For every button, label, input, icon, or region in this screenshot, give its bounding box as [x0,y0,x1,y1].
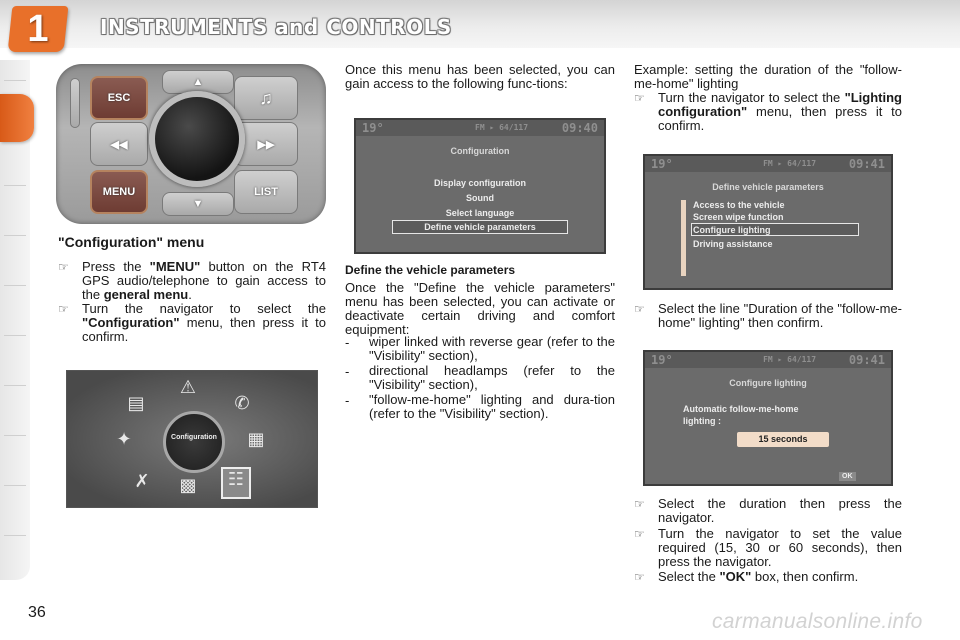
text-run: Turn the navigator to select the [82,301,326,316]
bullet-select-duration-line [634,302,902,344]
bullet-text: Select the line "Duration of the "follow-me-home" lighting" then confirm. [658,301,902,330]
tab-divider [4,385,26,386]
tab-divider [4,285,26,286]
panel-edge [70,78,80,128]
text-run: menu, then press it to confirm. [658,104,902,133]
bullet-text [658,91,902,133]
configuration-keyword: "Configuration" [82,315,180,330]
configuration-menu-heading: "Configuration" menu [58,234,205,250]
bullet-text [82,302,326,344]
screen-title: Define vehicle parameters [712,182,824,192]
down-arrow-icon: ▼ [162,192,234,216]
tools-icon: ✗ [134,471,150,492]
screen-title: Configuration [450,146,510,156]
configuration-screen [354,118,606,254]
text-run: menu, then press it to confirm. [82,315,326,344]
text-run: . [188,287,192,302]
feature-text: directional headlamps (refer to the "Visibility" section), [369,363,615,392]
text-run: button on the RT4 GPS audio/telephone to gain access to the [82,259,326,302]
radio-info: FM ▸ 64/117 [475,123,529,132]
wheel-label: Configuration [171,434,217,441]
pointing-hand-icon: ☞ [58,302,69,316]
screen-menu-item-selected: Configure lighting [693,225,771,235]
screen-menu-item: Select language [445,208,515,218]
temperature: 19° [651,157,673,171]
tab-divider [4,485,26,486]
clock: 09:40 [561,121,598,135]
fast-forward-icon: ▶▶ [234,122,298,166]
ok-box: OK [839,472,856,481]
esc-button: ESC [90,76,148,120]
tab-divider [4,335,26,336]
lighting-configuration-keyword: "Lighting configuration" [658,90,902,119]
up-arrow-icon: ▲ [162,70,234,94]
control-panel-illustration [56,64,326,224]
screen-title: Configure lighting [729,378,807,388]
music-note-icon: ♫ [234,76,298,120]
bullet-text [658,570,902,584]
text-run: box, then confirm. [751,569,859,584]
pointing-hand-icon: ☞ [634,570,645,584]
screen-menu-item: Access to the vehicle [693,200,785,210]
screen-menu-item: Screen wipe function [693,212,784,222]
rewind-icon: ◀◀ [90,122,148,166]
pointing-hand-icon: ☞ [634,91,645,105]
feature-item [345,364,615,392]
dash-marker: - [345,335,350,350]
text-run: Select the [658,569,720,584]
bullet-select-configuration [58,302,326,344]
screen-line: lighting : [683,416,721,426]
tab-divider [4,185,26,186]
general-menu-keyword: general menu [103,287,189,302]
bullet-select-duration [634,497,902,525]
list-button: LIST [234,170,298,214]
vehicle-parameters-screen [643,154,893,290]
clock: 09:41 [848,353,885,367]
define-parameters-paragraph: Once the "Define the vehicle parameters" menu has been selected, you can activate or deactivate certain driving and comfort equipment: [345,280,615,337]
clock: 09:41 [848,157,885,171]
intro-text: Once this menu has been selected, you can gain access to the following func-tions: [345,62,615,91]
screen-status-bar [645,352,891,368]
pointing-hand-icon: ☞ [634,527,645,541]
menu-button: MENU [90,170,148,214]
document-icon: ▦ [247,429,265,450]
duration-value-box: 15 seconds [737,432,829,447]
video-icon: ▩ [179,475,197,496]
configuration-selected-icon: ☷ [221,467,251,499]
tab-divider [4,80,26,81]
compass-icon: ✦ [116,429,132,450]
bullet-text: Turn the navigator to set the value required (15, 30 or 60 seconds), then press the navigator. [658,526,902,569]
pointing-hand-icon: ☞ [58,260,69,274]
watermark: carmanualsonline.info [712,610,923,633]
tab-divider [4,235,26,236]
bullet-set-value [634,527,902,569]
books-icon: ▤ [127,393,145,414]
chapter-badge [8,6,69,52]
active-chapter-tab[interactable] [0,94,34,142]
bullet-text: Select the duration then press the navigator. [658,496,902,525]
dash-marker: - [345,393,350,408]
navigator-knob [149,91,245,187]
screen-menu-item-selected: Define vehicle parameters [424,222,536,232]
ok-keyword: "OK" [719,569,752,584]
menu-wheel [163,411,225,473]
radio-info: FM ▸ 64/117 [763,355,817,364]
tab-divider [4,435,26,436]
telephone-icon: ✆ [234,393,250,414]
bullet-select-ok [634,570,902,586]
text-run: Press the [82,259,150,274]
pointing-hand-icon: ☞ [634,302,645,316]
screen-menu-item: Sound [466,193,494,203]
pointing-hand-icon: ☞ [634,497,645,511]
temperature: 19° [651,353,673,367]
screen-menu-item: Driving assistance [693,239,773,249]
define-parameters-heading: Define the vehicle parameters [345,263,516,277]
radio-info: FM ▸ 64/117 [763,159,817,168]
screen-status-bar [356,120,604,136]
tab-divider [4,535,26,536]
chapter-number: 1 [27,8,49,50]
configuration-wheel-photo [66,370,318,508]
bullet-select-lighting [634,91,902,133]
example-intro: Example: setting the duration of the "follow-me-home" lighting [634,62,902,91]
bullet-press-menu [58,260,326,302]
feature-text: wiper linked with reverse gear (refer to the "Visibility" section), [369,334,615,363]
page-number: 36 [28,604,46,621]
screen-status-bar [645,156,891,172]
feature-item [345,335,615,363]
bullet-text [82,260,326,302]
screen-line: Automatic follow-me-home [683,404,799,414]
page-title: INSTRUMENTS and CONTROLS [100,15,452,39]
feature-item [345,393,615,421]
configure-lighting-screen [643,350,893,486]
screen-menu-item: Display configuration [433,178,526,188]
feature-text: "follow-me-home" lighting and dura-tion (refer to the "Visibility" section). [369,392,615,421]
warning-icon: ⚠ [179,377,197,398]
dash-marker: - [345,364,350,379]
menu-keyword: "MENU" [149,259,201,274]
screen-scrollbar [681,200,686,276]
temperature: 19° [362,121,384,135]
text-run: Turn the navigator to select the [658,90,845,105]
